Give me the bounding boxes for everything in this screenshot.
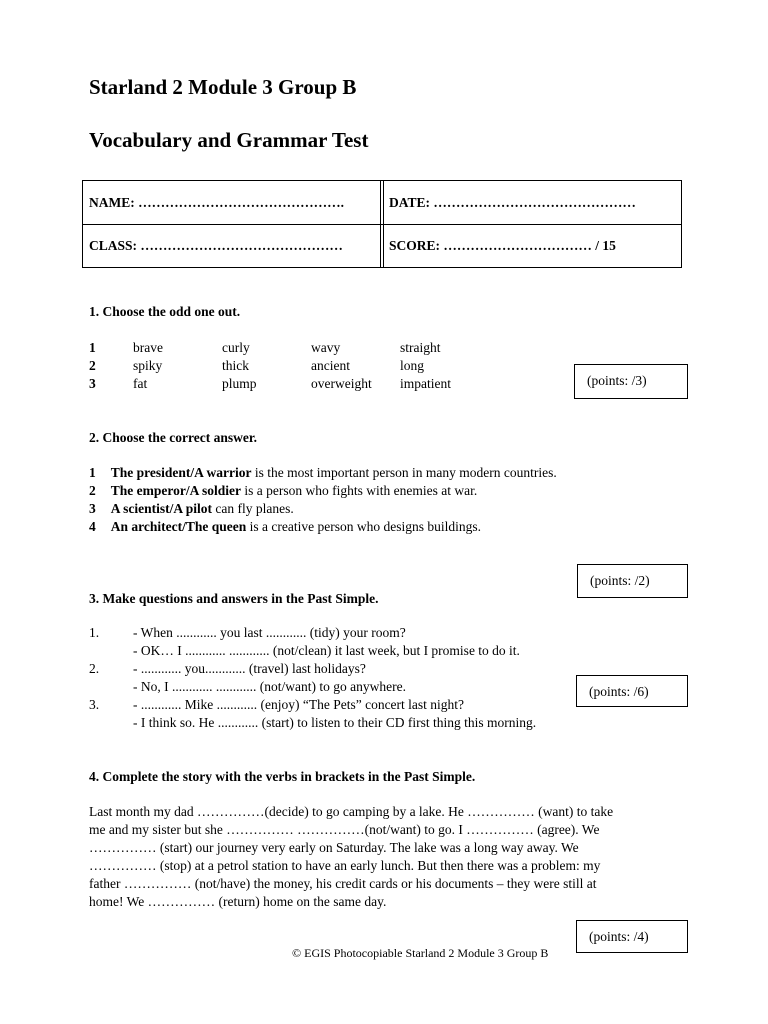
- sentence-rest: is the most important person in many modern countries.: [251, 465, 557, 480]
- answer-options: The emperor/A soldier: [110, 483, 241, 498]
- student-info-table: [82, 180, 682, 268]
- row-number: 1: [89, 340, 96, 355]
- exercise-1-heading: 1. Choose the odd one out.: [89, 304, 241, 319]
- item-number: 3: [89, 501, 96, 516]
- exercise-3-heading: 3. Make questions and answers in the Past Simple.: [89, 591, 379, 606]
- story-paragraph: [89, 803, 679, 911]
- test-title: Vocabulary and Grammar Test: [89, 128, 369, 152]
- dialogue-line: - I think so. He ............ (start) to listen to their CD first thing this morning.: [133, 715, 537, 730]
- word: plump: [222, 376, 257, 391]
- story-line: …………… (start) our journey very early on Saturday. The lake was a long way away. We: [89, 840, 579, 855]
- word: impatient: [400, 376, 451, 391]
- story-line: …………… (stop) at a petrol station to have an early lunch. But then there was a problem: my: [89, 858, 601, 873]
- item-number: 1: [89, 465, 96, 480]
- score-field: SCORE: …………………………… / 15: [389, 238, 616, 253]
- story-line: Last month my dad ……………(decide) to go camping by a lake. He …………… (want) to take: [89, 804, 614, 819]
- points-box-ex1: (points: /3): [574, 364, 688, 399]
- word: overweight: [311, 376, 372, 391]
- word: fat: [133, 376, 148, 391]
- word: brave: [133, 340, 163, 355]
- exercise-4-heading: 4. Complete the story with the verbs in brackets in the Past Simple.: [89, 769, 476, 784]
- sentence-rest: is a person who fights with enemies at war.: [240, 483, 478, 498]
- item-number: 2: [89, 483, 96, 498]
- dialogue-line: - No, I ............ ............ (not/want) to go anywhere.: [133, 679, 406, 694]
- answer-item: [89, 464, 557, 482]
- story-line: me and my sister but she …………… ……………(not/want) to go. I …………… (agree). We: [89, 822, 600, 837]
- word: spiky: [133, 358, 163, 373]
- dialogue-line: - ............ Mike ............ (enjoy) “The Pets” concert last night?: [133, 697, 465, 712]
- story-line: home! We …………… (return) home on the same day.: [89, 894, 387, 909]
- answer-options: The president/A warrior: [110, 465, 252, 480]
- class-field: CLASS: ………………………………………: [89, 238, 343, 253]
- name-field: NAME: ……………………………………….: [89, 195, 344, 210]
- item-number: 2.: [89, 661, 100, 676]
- item-number: 3.: [89, 697, 100, 712]
- footer-copyright: © EGIS Photocopiable Starland 2 Module 3 Group B: [292, 946, 549, 960]
- points-box-ex3: (points: /6): [576, 675, 688, 707]
- points-box-ex2: (points: /2): [577, 564, 688, 598]
- dialogue-line: - ............ you............ (travel) last holidays?: [133, 661, 366, 676]
- word: wavy: [311, 340, 341, 355]
- word: ancient: [311, 358, 350, 373]
- answer-item: [89, 500, 294, 518]
- dialogue-line: - OK… I ............ ............ (not/clean) it last week, but I promise to do it.: [133, 643, 520, 658]
- answer-item: [89, 518, 481, 536]
- dialogue-line: - When ............ you last ............ (tidy) your room?: [133, 625, 406, 640]
- table-divider: [83, 224, 681, 225]
- word: curly: [222, 340, 250, 355]
- points-box-ex4: (points: /4): [576, 920, 688, 953]
- answer-item: [89, 482, 477, 500]
- date-field: DATE: ………………………………………: [389, 195, 636, 210]
- answer-options: A scientist/A pilot: [110, 501, 213, 516]
- sentence-rest: is a creative person who designs buildings.: [246, 519, 481, 534]
- answer-options: An architect/The queen: [110, 519, 247, 534]
- document-title: Starland 2 Module 3 Group B: [89, 75, 357, 99]
- word: long: [400, 358, 425, 373]
- story-line: father …………… (not/have) the money, his credit cards or his documents – they were still at: [89, 876, 597, 891]
- word: thick: [222, 358, 249, 373]
- word: straight: [400, 340, 441, 355]
- item-number: 4: [89, 519, 96, 534]
- row-number: 2: [89, 358, 96, 373]
- item-number: 1.: [89, 625, 100, 640]
- row-number: 3: [89, 376, 96, 391]
- sentence-rest: can fly planes.: [212, 501, 294, 516]
- exercise-2-heading: 2. Choose the correct answer.: [89, 430, 257, 445]
